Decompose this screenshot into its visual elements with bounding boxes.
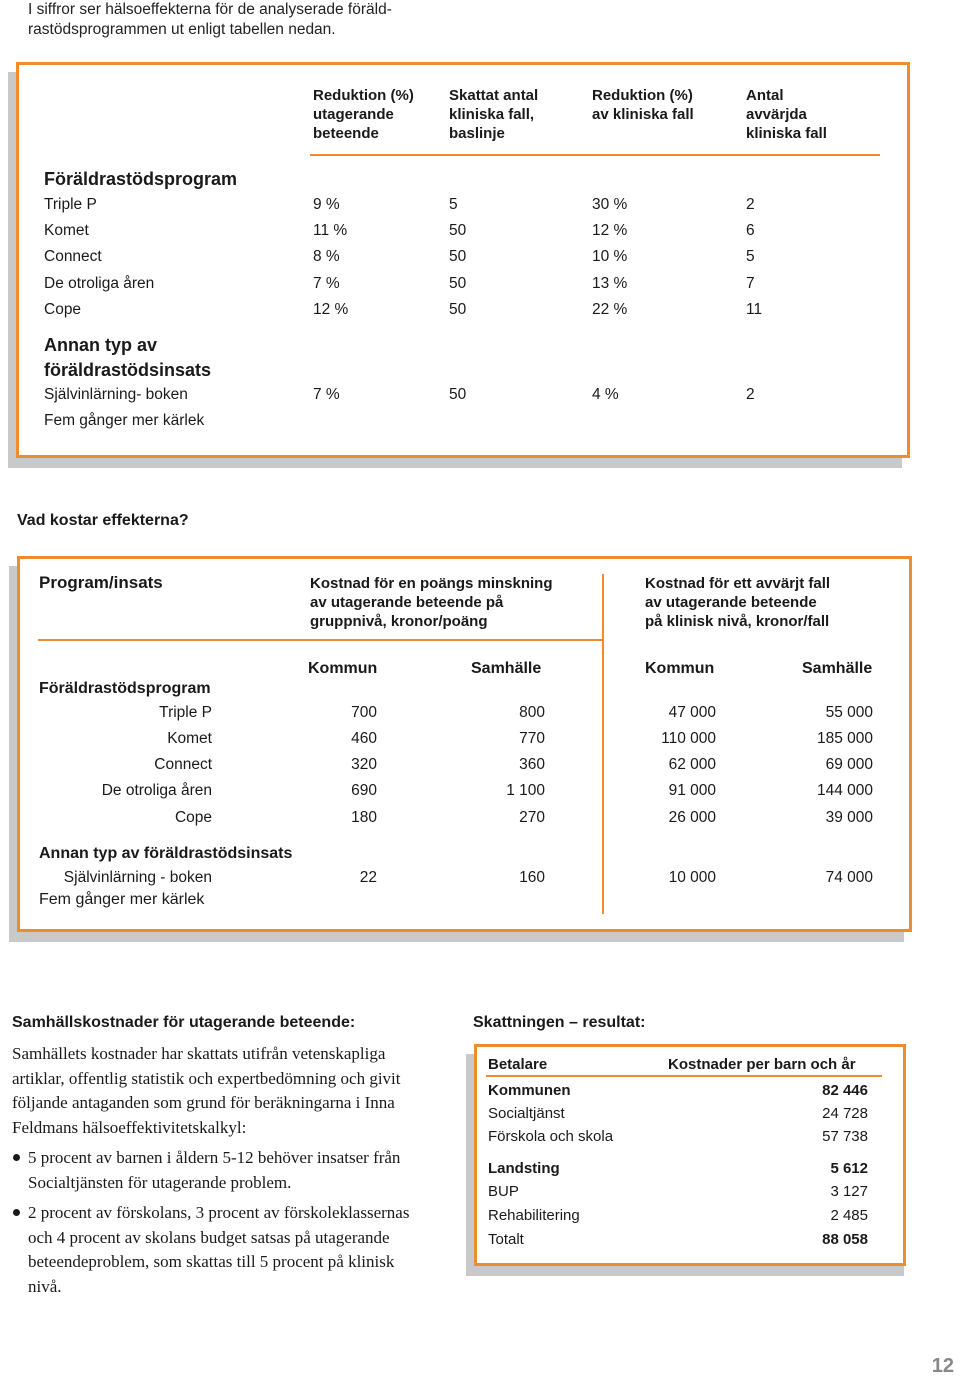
t2-row-label: Triple P bbox=[159, 704, 212, 721]
results-row-value: 82 446 bbox=[822, 1082, 868, 1099]
t2-row-label: Självinlärning - boken bbox=[63, 869, 212, 886]
t2-cell: 74 000 bbox=[825, 869, 873, 886]
results-row-label: Landsting bbox=[488, 1160, 560, 1177]
t2-row-fem-ganger: Fem gånger mer kärlek bbox=[39, 891, 205, 908]
t2-row-label: De otroliga åren bbox=[101, 782, 212, 799]
t2-sub-samhalle-1: Samhälle bbox=[471, 660, 542, 677]
t1-cell: 7 % bbox=[313, 275, 340, 292]
t2-row-label: Connect bbox=[154, 756, 212, 773]
t1-cell: 12 % bbox=[592, 222, 628, 239]
t1-header-antal-avvarjda: Antal avvärjda kliniska fall bbox=[746, 87, 827, 142]
t2-cell: 55 000 bbox=[825, 704, 873, 721]
results-row-label: Rehabilitering bbox=[488, 1207, 580, 1224]
results-row-value: 57 738 bbox=[822, 1128, 868, 1145]
t1-cell: 5 bbox=[746, 248, 755, 265]
table2-header-rule bbox=[38, 639, 602, 641]
results-row-label: Förskola och skola bbox=[488, 1128, 614, 1145]
t2-sub-kommun-1: Kommun bbox=[308, 660, 378, 677]
t2-header-group2: Kostnad för ett avvärjt fall av utagerande beteende på klinisk nivå, kronor/fall bbox=[645, 575, 831, 630]
t2-cell: 360 bbox=[519, 756, 545, 773]
t2-cell: 185 000 bbox=[816, 730, 873, 747]
t2-cell: 62 000 bbox=[668, 756, 716, 773]
bullet-1: 5 procent av barnen i åldern 5-12 behöver insatser från Socialtjänsten för utagerande problem. bbox=[28, 1148, 401, 1192]
t1-cell: 6 bbox=[746, 222, 755, 239]
t1-cell: 9 % bbox=[313, 196, 340, 213]
t1-cell: 2 bbox=[746, 386, 755, 403]
t2-cell: 39 000 bbox=[825, 809, 873, 826]
left-title: Samhällskostnader för utagerande beteende: bbox=[12, 1014, 356, 1031]
t2-cell: 180 bbox=[351, 809, 377, 826]
t1-cell: 50 bbox=[449, 301, 467, 318]
results-row-label: BUP bbox=[488, 1183, 519, 1200]
t1-cell: 22 % bbox=[592, 301, 628, 318]
t1-cell: 10 % bbox=[592, 248, 628, 265]
t1-section-foraldrastodsprogram: Föräldrastödsprogram bbox=[44, 169, 238, 189]
t2-cell: 770 bbox=[519, 730, 545, 747]
t1-cell: 12 % bbox=[313, 301, 349, 318]
t2-row-label: Komet bbox=[167, 730, 212, 747]
intro-line: I siffror ser hälsoeffekterna för de analyserade föräld- bbox=[28, 1, 392, 18]
t2-section-annan-typ: Annan typ av föräldrastödsinsats bbox=[39, 845, 293, 862]
t2-sub-kommun-2: Kommun bbox=[645, 660, 715, 677]
t1-row-label: Triple P bbox=[44, 196, 97, 213]
t1-row-label: Cope bbox=[44, 301, 82, 318]
t2-cell: 69 000 bbox=[825, 756, 873, 773]
t2-section-foraldrastodsprogram: Föräldrastödsprogram bbox=[39, 680, 211, 697]
t1-row-label: Komet bbox=[44, 222, 89, 239]
t1-cell: 50 bbox=[449, 275, 467, 292]
t1-cell: 13 % bbox=[592, 275, 628, 292]
t1-header-reduktion-kliniska: Reduktion (%) av kliniska fall bbox=[592, 87, 694, 123]
left-paragraph: Samhällets kostnader har skattats utifrån vetenskapliga artiklar, offentlig statistik och expertbedömning och givit följande antaganden som grund för beräkningarna i Inna Feldmans hälsoeffektivitetskalkyl: bbox=[12, 1044, 401, 1137]
t2-row-label: Cope bbox=[174, 809, 212, 826]
t2-cell: 10 000 bbox=[668, 869, 716, 886]
t2-cell: 22 bbox=[359, 869, 377, 886]
t1-row-label: Connect bbox=[44, 248, 102, 265]
t1-header-reduktion-beteende: Reduktion (%) utagerande beteende bbox=[313, 87, 414, 142]
t1-cell: 50 bbox=[449, 222, 467, 239]
t1-cell: 7 bbox=[746, 275, 755, 292]
results-row-value: 5 612 bbox=[830, 1160, 868, 1177]
results-row-value: 3 127 bbox=[830, 1183, 868, 1200]
t1-cell: 11 bbox=[746, 301, 763, 318]
t1-cell: 7 % bbox=[313, 386, 340, 403]
results-header-payer: Betalare bbox=[488, 1056, 548, 1073]
t2-cell: 320 bbox=[351, 756, 377, 773]
intro-text bbox=[28, 0, 392, 40]
results-row-value: 88 058 bbox=[822, 1231, 868, 1248]
t1-section-annan-typ: Annan typ av föräldrastödsinsats bbox=[44, 335, 212, 380]
t2-sub-samhalle-2: Samhälle bbox=[802, 660, 873, 677]
results-header-rule bbox=[486, 1075, 882, 1077]
results-row-value: 2 485 bbox=[830, 1207, 868, 1224]
t1-row-label: Fem gånger mer kärlek bbox=[44, 412, 205, 429]
t1-row-label: De otroliga åren bbox=[44, 275, 155, 292]
t2-cell: 270 bbox=[519, 809, 545, 826]
t2-cell: 144 000 bbox=[816, 782, 873, 799]
t2-cell: 26 000 bbox=[668, 809, 716, 826]
t2-cell: 160 bbox=[519, 869, 545, 886]
t1-header-skattat-antal: Skattat antal kliniska fall, baslinje bbox=[449, 87, 539, 142]
t2-cell: 800 bbox=[519, 704, 545, 721]
t2-cell: 47 000 bbox=[668, 704, 716, 721]
t1-cell: 50 bbox=[449, 386, 467, 403]
t2-cell: 1 100 bbox=[506, 782, 545, 799]
right-title: Skattningen – resultat: bbox=[473, 1014, 646, 1031]
t2-cell: 110 000 bbox=[661, 730, 716, 747]
t2-cell: 700 bbox=[351, 704, 377, 721]
t1-cell: 4 % bbox=[592, 386, 619, 403]
results-row-label: Totalt bbox=[488, 1231, 524, 1248]
t1-row-label: Självinlärning- boken bbox=[44, 386, 188, 403]
t2-header-group1: Kostnad för en poängs minskning av utagerande beteende på gruppnivå, kronor/poäng bbox=[310, 575, 553, 630]
t2-cell: 91 000 bbox=[668, 782, 716, 799]
page-number: 12 bbox=[931, 1355, 954, 1377]
bullet-dot bbox=[13, 1154, 20, 1161]
t1-cell: 30 % bbox=[592, 196, 628, 213]
t2-cell: 460 bbox=[351, 730, 377, 747]
intro-line: rastödsprogrammen ut enligt tabellen nedan. bbox=[28, 21, 336, 38]
table1-header-rule bbox=[310, 154, 880, 156]
t1-cell: 5 bbox=[449, 196, 458, 213]
t1-cell: 2 bbox=[746, 196, 755, 213]
bullet-2: 2 procent av förskolans, 3 procent av förskoleklassernas och 4 procent av skolans budget satsas på utagerande beteendeproblem, som skattas till 5 procent på klinisk nivå. bbox=[28, 1203, 410, 1296]
results-header-cost: Kostnader per barn och år bbox=[668, 1056, 856, 1073]
results-row-value: 24 728 bbox=[822, 1105, 868, 1122]
t2-cell: 690 bbox=[351, 782, 377, 799]
t1-cell: 50 bbox=[449, 248, 467, 265]
t1-cell: 8 % bbox=[313, 248, 340, 265]
heading-vad-kostar: Vad kostar effekterna? bbox=[17, 512, 189, 529]
t1-cell: 11 % bbox=[313, 222, 348, 239]
results-row-label: Socialtjänst bbox=[488, 1105, 565, 1122]
t2-header-program: Program/insats bbox=[39, 573, 163, 592]
results-row-label: Kommunen bbox=[488, 1082, 571, 1099]
bullet-dot bbox=[13, 1209, 20, 1216]
